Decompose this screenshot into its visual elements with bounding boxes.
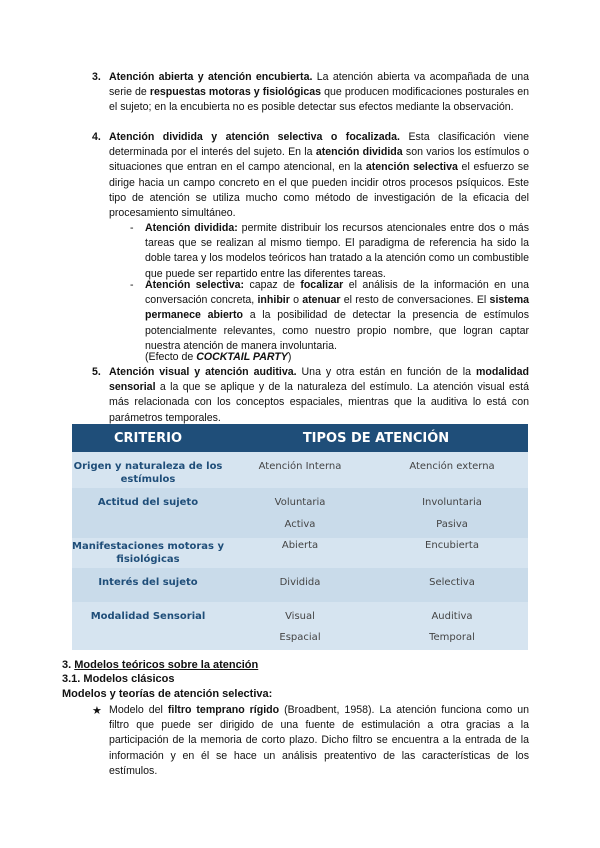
- value-cell: Visual Espacial: [224, 602, 376, 650]
- dash-bullet: -: [130, 222, 134, 234]
- subitem-selective: Atención selectiva: capaz de focalizar el análisis de la información en una conversación concreta, inhibir o atenuar el resto de conversaciones. El sistema permanece abierto a la posibilidad de detectar la presencia de estímulos potencialmente relevantes, como nuestro propio nombre, que logran captar nuestra atención de manera involuntaria.: [145, 279, 530, 352]
- table-row: [72, 452, 528, 488]
- item-attention-visual-auditory: Atención visual y atención auditiva. Una y otra están en función de la modalidad sensorial a la que se aplique y de la naturaleza del estímulo. La atención visual está más relacionada con los conceptos espaciales, mientras que la auditiva lo está con parámetros temporales.: [109, 366, 529, 424]
- value-cell: Atención Interna: [224, 452, 376, 488]
- value-cell: Abierta: [224, 538, 376, 568]
- item-number: 5.: [92, 366, 101, 378]
- subitem-divided: Atención dividida: permite distribuir los recursos atencionales entre dos o más tareas que se realizan al mismo tiempo. El paradigma de referencia ha sido la doble tarea y los modelos teóricos han tratado a la atención como un combustible que puede ser repartido entre las diferentes tareas.: [145, 222, 529, 280]
- table-row: [72, 538, 528, 568]
- cocktail-party-note: (Efecto de COCKTAIL PARTY): [145, 351, 292, 363]
- section-heading-models: 3. Modelos teóricos sobre la atención: [62, 659, 259, 671]
- item-title: Atención abierta y atención encubierta.: [109, 71, 313, 83]
- star-bullet-icon: ★: [92, 705, 102, 717]
- section-heading-classic-models: 3.1. Modelos clásicos: [62, 673, 175, 685]
- criterio-cell: Manifestaciones motoras y fisiológicas: [72, 538, 224, 568]
- criterio-cell: Actitud del sujeto: [72, 488, 224, 538]
- table-row: [72, 602, 528, 650]
- value-cell: Dividida: [224, 568, 376, 602]
- broadbent-model-item: Modelo del filtro temprano rígido (Broadbent, 1958). La atención funciona como un filtro que puede ser dirigido de una fuente de estimulación a otra gracias a la participación de la memoria de corto plazo. Dicho filtro se encuentra a la entrada de la información y en él se hace un análisis preatentivo de las características de los estímulos.: [109, 704, 529, 777]
- item-number: 3.: [92, 71, 101, 83]
- section-heading-selective-models: Modelos y teorías de atención selectiva:: [62, 688, 273, 700]
- subitem-title: Atención dividida:: [145, 222, 238, 234]
- table-header-criterio: CRITERIO: [72, 424, 224, 452]
- item-title: Atención visual y atención auditiva.: [109, 366, 297, 378]
- value-cell: Selectiva: [376, 568, 528, 602]
- table-row: [72, 568, 528, 602]
- item-number: 4.: [92, 131, 101, 143]
- value-cell: Voluntaria Activa: [224, 488, 376, 538]
- value-cell: Involuntaria Pasiva: [376, 488, 528, 538]
- criterio-cell: Origen y naturaleza de los estímulos: [72, 452, 224, 488]
- item-title: Atención dividida y atención selectiva o focalizada.: [109, 131, 400, 143]
- criterio-cell: Modalidad Sensorial: [72, 602, 224, 650]
- item-attention-divided-selective: Atención dividida y atención selectiva o focalizada. Esta clasificación viene determinada por el interés del sujeto. En la atención dividida son varios los estímulos o situaciones que entran en el campo atencional, en la atención selectiva el esfuerzo se dirige hacia un campo concreto en el que pueden incidir otros procesos psíquicos. Este tipo de atención se utiliza mucho como método de investigación de la eficacia del procesamiento simultáneo.: [109, 131, 530, 220]
- value-cell: Atención externa: [376, 452, 528, 488]
- value-cell: Auditiva Temporal: [376, 602, 528, 650]
- criterio-cell: Interés del sujeto: [72, 568, 224, 602]
- value-cell: Encubierta: [376, 538, 528, 568]
- table-row: [72, 488, 528, 538]
- dash-bullet: -: [130, 279, 134, 291]
- subitem-title: Atención selectiva:: [145, 279, 245, 291]
- item-attention-open-covert: Atención abierta y atención encubierta. La atención abierta va acompañada de una serie de respuestas motoras y fisiológicas que producen modificaciones posturales en el sujeto; en la encubierta no es posible detectar sus efectos mediante la observación.: [109, 71, 529, 114]
- table-header-tipos: TIPOS DE ATENCIÓN: [224, 424, 528, 452]
- attention-types-table: [72, 424, 528, 650]
